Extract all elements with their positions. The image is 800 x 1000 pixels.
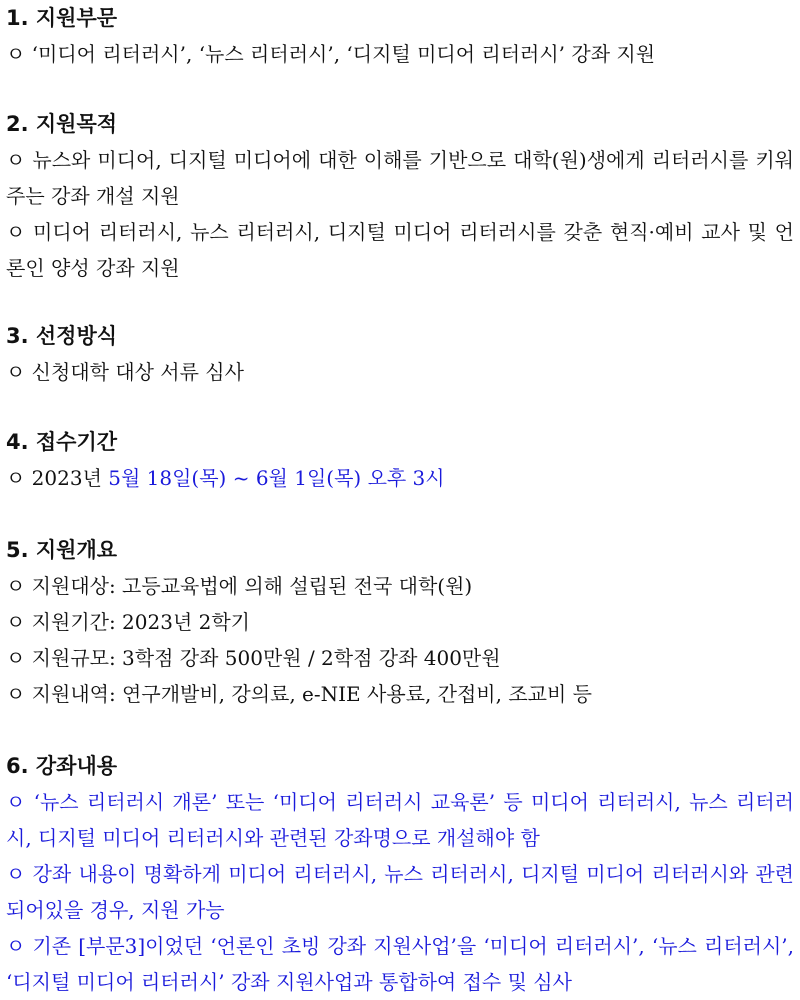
section-line: ㅇ ‘미디어 리터러시’, ‘뉴스 리터러시’, ‘디지털 미디어 리터러시’ 강좌 지원: [6, 42, 656, 66]
section-line: [6, 460, 794, 496]
section-line: ㅇ 지원내역: 연구개발비, 강의료, e-NIE 사용료, 간접비, 조교비 등: [6, 682, 592, 706]
period-dates: 5월 18일(목) ~ 6월 1일(목) 오후 3시: [108, 466, 445, 490]
section-line: ㅇ 지원대상: 고등교육법에 의해 설립된 전국 대학(원): [6, 574, 473, 598]
section-heading: 5. 지원개요: [6, 538, 118, 562]
section-heading: 3. 선정방식: [6, 324, 118, 348]
section-line: ㅇ 미디어 리터러시, 뉴스 리터러시, 디지털 미디어 리터러시를 갖춘 현직·예비 교사 및 언론인 양성 강좌 지원: [6, 220, 794, 280]
section-line: ㅇ 뉴스와 미디어, 디지털 미디어에 대한 이해를 기반으로 대학(원)생에게 리터러시를 키워주는 강좌 개설 지원: [6, 148, 794, 208]
section-line: ㅇ 지원규모: 3학점 강좌 500만원 / 2학점 강좌 400만원: [6, 646, 501, 670]
section-course-content: [6, 748, 794, 1000]
section-heading: 1. 지원부문: [6, 6, 118, 30]
section-application-period: [6, 424, 794, 496]
section-support-overview: [6, 532, 794, 712]
section-line: ㅇ ‘뉴스 리터러시 개론’ 또는 ‘미디어 리터러시 교육론’ 등 미디어 리터러시, 뉴스 리터러시, 디지털 미디어 리터러시와 관련된 강좌명으로 개설해야 함: [6, 790, 794, 850]
section-line: ㅇ 지원기간: 2023년 2학기: [6, 610, 250, 634]
section-line: ㅇ 신청대학 대상 서류 심사: [6, 360, 244, 384]
section-support-purpose: [6, 106, 794, 286]
section-line: ㅇ 강좌 내용이 명확하게 미디어 리터러시, 뉴스 리터러시, 디지털 미디어 리터러시와 관련되어있을 경우, 지원 가능: [6, 862, 794, 922]
section-heading: 2. 지원목적: [6, 112, 118, 136]
section-heading: 6. 강좌내용: [6, 754, 118, 778]
section-heading: 4. 접수기간: [6, 430, 118, 454]
period-prefix: ㅇ 2023년: [6, 466, 109, 490]
section-selection-method: [6, 318, 794, 390]
section-line: ㅇ 기존 [부문3]이었던 ‘언론인 초빙 강좌 지원사업’을 ‘미디어 리터러시’, ‘뉴스 리터러시’, ‘디지털 미디어 리터러시’ 강좌 지원사업과 통합하여 접수 및 심사: [6, 934, 794, 994]
section-support-category: [6, 0, 794, 72]
